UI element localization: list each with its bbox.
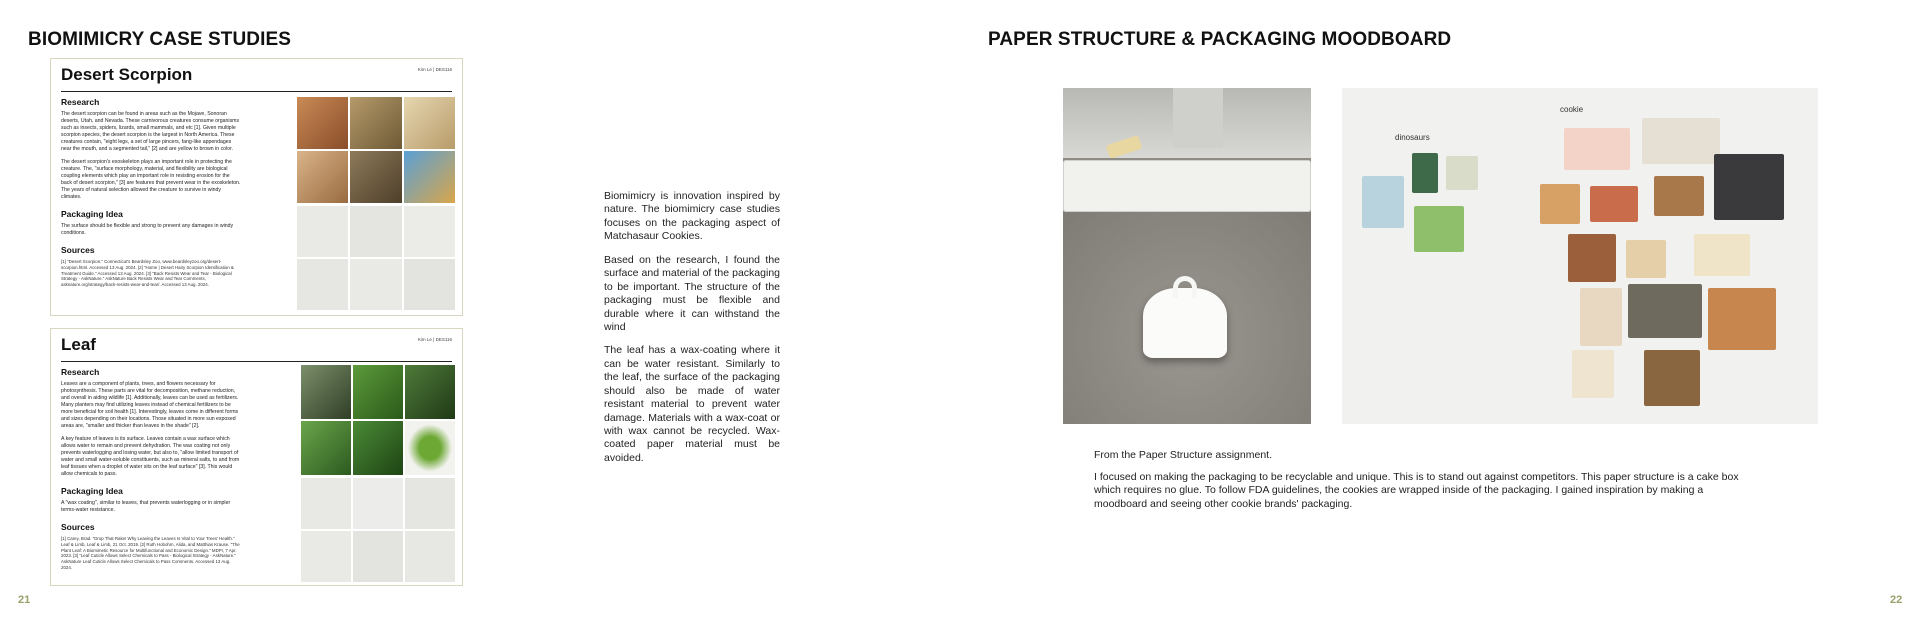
cookie-packaging-thumb: [1568, 234, 1616, 282]
cookie-packaging-thumb: [1540, 184, 1580, 224]
body-paragraph: Based on the research, I found the surface and material of the packaging to be important. The structure of the packaging must be flexible and durable where it can withstand the wind: [604, 253, 780, 333]
leaf-sketch: [405, 478, 455, 529]
leaf-sketch: [405, 531, 455, 582]
body-paragraph: Biomimicry is innovation inspired by nature. The biomimicry case studies focuses on the packaging aspect of Matchasaur Cookies.: [604, 190, 780, 243]
leaf-card-credit: Kim Le | DES116: [417, 337, 452, 342]
right-page-number: 22: [1890, 594, 1903, 606]
monitor-base: [1173, 88, 1223, 148]
right-page-title: PAPER STRUCTURE & PACKAGING MOODBOARD: [988, 29, 1452, 50]
cake-box-photo: [1063, 88, 1311, 424]
moodboard-label-cookie: cookie: [1560, 105, 1584, 114]
leaf-sketch: [301, 478, 351, 529]
scorpion-sketch: [350, 206, 401, 257]
scorpion-sketch: [297, 259, 348, 310]
cake-box: [1143, 288, 1227, 358]
dinosaur-thumb: [1446, 156, 1478, 190]
scorpion-sketch: [404, 259, 455, 310]
scorpion-sketch: [297, 206, 348, 257]
leaf-research-p1: Leaves are a component of plants, trees, and flowers necessary for photosynthesis. These parts are vital for decomposition, methane reduction, and overall in aiding wildlife [1]. Additionally, leaves can be used as fertilizers. Many planters may find utilizing leaves instead of chemical fertilizers to be more beneficial for soil health [1]. Interestingly, leaves come in different forms and sizes depending on their locations. Those situated in more sun exposed areas are, "smaller and thicker than leaves in the shade" [2].: [61, 381, 239, 430]
scorpion-card-credit: Kim Le | DES116: [417, 67, 452, 72]
leaf-photo: [353, 421, 403, 475]
leaf-sketch: [353, 531, 403, 582]
leaf-sketch-grid: [301, 478, 455, 582]
scorpion-research-p1: The desert scorpion can be found in areas such as the Mojave, Sonoran deserts, Utah, and Nevada. These carnivorous creatures consume organisms such as insects, spiders, lizards, small mammals, and etc [1]. Given multiple scorpion species, the desert scorpion is the largest in North America. These creatures contain, "eight legs, a set of large pincers, fang-like appendages near the mouth, and a segmented tail," [2] and are yellow to brown in color.: [61, 111, 240, 153]
left-body-copy: [604, 190, 780, 475]
leaf-photo: [301, 421, 351, 475]
body-paragraph: The leaf has a wax-coating where it can be water resistant. Similarly to the leaf, the surface of the packaging should also be made of water resistant material to prevent water damage. Materials with a wax-coat or with wax cannot be recycled. Wax-coated paper material must be avoided.: [604, 344, 780, 464]
scorpion-research-heading: Research: [61, 97, 100, 107]
leaf-photo: [353, 365, 403, 419]
scorpion-sketch-grid: [297, 206, 455, 310]
leaf-sketch: [353, 478, 403, 529]
leaf-research-p2: A key feature of leaves is its surface. Leaves contain a wax surface which allows water to remain and prevent dehydration. The wax coating not only prevents waterlogging and losing water, but also to, "allow limited transport of water and small water-soluble constituents, such as mineral salts, to and from leaf tissues when a droplet of water sits on the leaf surface" [3]. This would allow chemicals to pass.: [61, 436, 240, 478]
cookie-packaging-thumb: [1626, 240, 1666, 278]
left-page-title: BIOMIMICRY CASE STUDIES: [28, 29, 292, 50]
dinosaur-thumb: [1362, 176, 1404, 228]
caption-paragraph: I focused on making the packaging to be recyclable and unique. This is to stand out against competitors. This paper structure is a cake box which requires no glue. To follow FDA guidelines, the cookies are wrapped inside of the packaging. I gained inspiration by making a moodboard and seeing other cookie brands' packaging.: [1094, 470, 1739, 510]
cookie-packaging-thumb: [1580, 288, 1622, 346]
scorpion-photo: [297, 97, 348, 149]
leaf-sources-text: [1] Carey, Brad. "Drop That Rake! Why Leaving the Leaves Is Vital to Your Trees' Health." Leaf & Limb, Leaf & Limb, 21 Oct. 2019. [2] Ruth Hobohm, Alida, and Matthias Krause. "The Plant Leaf: A Biomimetic Resource for Multifunctional and Economic Design." MDPI, 7 Apr. 2023. [3] "Leaf Cuticle Allows Select Chemicals to Pass - Biological Strategy - AskNature." AskNature Leaf Cuticle Allows Select Chemicals to Pass Comments. Accessed 13 Aug. 2024.: [61, 536, 240, 570]
leaf-sources-heading: Sources: [61, 522, 95, 533]
scorpion-sketch: [404, 206, 455, 257]
caption-paragraph: From the Paper Structure assignment.: [1094, 449, 1272, 461]
scorpion-photo: [404, 151, 455, 203]
scorpion-photo: [350, 97, 401, 149]
leaf-sketch: [301, 531, 351, 582]
scorpion-card-text: [61, 97, 241, 288]
leaf-packaging-heading: Packaging Idea: [61, 486, 123, 497]
left-page-number: 21: [18, 594, 31, 606]
leaf-photo: [301, 365, 351, 419]
cake-box-handle: [1173, 276, 1197, 298]
scorpion-card-rule: [61, 91, 452, 92]
scorpion-sources-heading: Sources: [61, 245, 95, 256]
cookie-packaging-thumb: [1694, 234, 1750, 276]
dinosaur-thumb: [1414, 206, 1464, 252]
scorpion-photo: [404, 97, 455, 149]
scorpion-sources-text: [1] "Desert Scorpion." Connecticut's Beardsley Zoo, www.beardsleyzoo.org/desert-scorpion.html. Accessed 13 Aug. 2024. [2] "Home | Desert Hairy Scorpion Identification & Treatment Guide." Accessed 13 Aug. 2024. [3] "Back Resists Wear and Tear - Biological Strategy - AskNature." AskNature Back Resists Wear and Tear Comments, asknature.org/strategy/back-resists-wear-and-tear/. Accessed 13 Aug. 2024.: [61, 259, 234, 288]
leaf-card-title: Leaf: [61, 335, 96, 354]
scorpion-packaging-text: The surface should be flexible and strong to prevent any damages in windy conditions.: [61, 223, 234, 237]
leaf-photo: [405, 421, 455, 475]
cookie-packaging-thumb: [1642, 118, 1720, 164]
leaf-card-text: [61, 367, 241, 571]
scorpion-photo: [297, 151, 348, 203]
right-caption: [1094, 449, 1742, 520]
cookie-packaging-thumb: [1644, 350, 1700, 406]
leaf-research-heading: Research: [61, 367, 100, 377]
leaf-card: [50, 328, 463, 586]
leaf-card-rule: [61, 361, 452, 362]
cookie-packaging-thumb: [1708, 288, 1776, 350]
cookie-packaging-thumb: [1590, 186, 1638, 222]
cookie-packaging-thumb: [1714, 154, 1784, 220]
keyboard: [1063, 160, 1311, 212]
leaf-photo-grid: [301, 365, 455, 475]
scorpion-photo-grid: [297, 97, 455, 203]
moodboard-label-dinosaurs: dinosaurs: [1395, 133, 1430, 142]
scorpion-research-p2: The desert scorpion's exoskeleton plays an important role in protecting the creature. The, "surface morphology, material, and flexibility are biological coupling elements which play an important role in resisting erosion for the back of desert scorpion," [3] are features that prevent wear in the exoskeleton. The years of natural selection allowed the creature to survive in windy climates.: [61, 159, 241, 201]
scorpion-sketch: [350, 259, 401, 310]
scorpion-card-title: Desert Scorpion: [61, 65, 193, 84]
scorpion-photo: [350, 151, 401, 203]
dinosaur-thumb: [1412, 153, 1438, 193]
scorpion-packaging-heading: Packaging Idea: [61, 209, 123, 220]
cookie-packaging-thumb: [1628, 284, 1702, 338]
cookie-packaging-thumb: [1564, 128, 1630, 170]
leaf-packaging-text: A "wax coating", similar to leaves, that prevents waterlogging or in simpler terms-water resistance.: [61, 500, 231, 514]
moodboard: [1342, 88, 1818, 424]
cookie-packaging-thumb: [1654, 176, 1704, 216]
scorpion-card: [50, 58, 463, 316]
leaf-photo: [405, 365, 455, 419]
cookie-packaging-thumb: [1572, 350, 1614, 398]
